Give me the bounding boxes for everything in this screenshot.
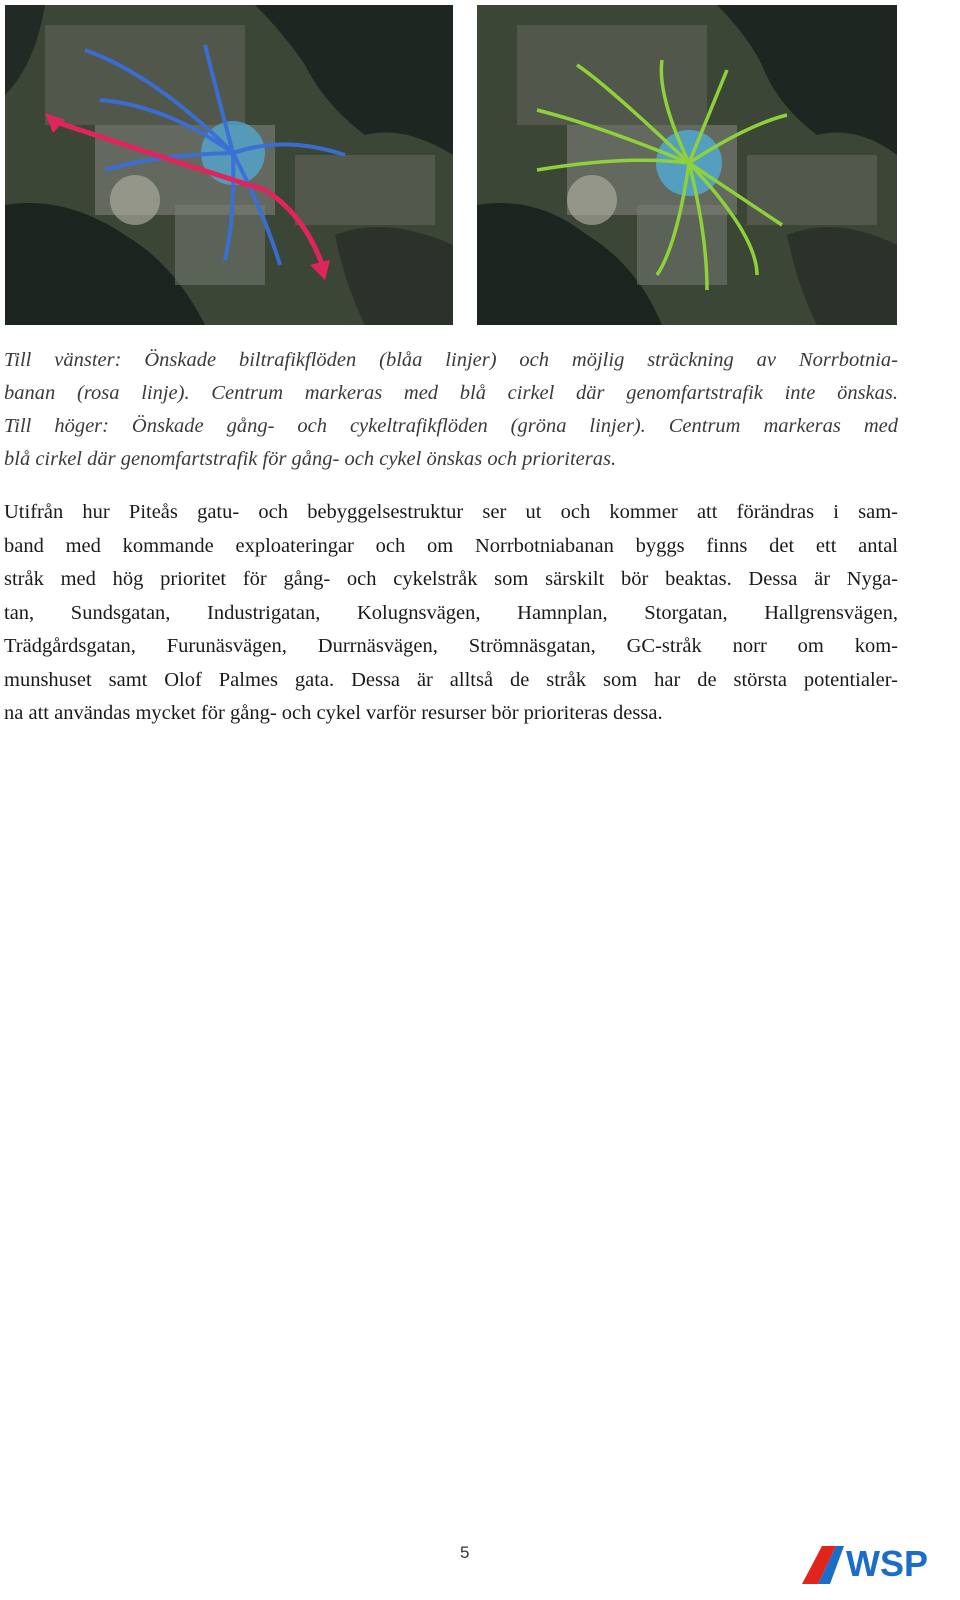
paragraph-line: Trädgårdsgatan, Furunäsvägen, Durrnäsvägen, Strömnäsgatan, GC-stråk norr om kom- bbox=[4, 635, 898, 657]
paragraph-line: munshuset samt Olof Palmes gata. Dessa är alltså de stråk som har de största potentialer- bbox=[4, 668, 898, 691]
caption-line: Till höger: Önskade gång- och cykeltrafikflöden (gröna linjer). Centrum markeras med bbox=[4, 415, 898, 437]
page-number: 5 bbox=[460, 1543, 470, 1562]
paragraph-line: Utifrån hur Piteås gatu- och bebyggelsestruktur ser ut och kommer att förändras i sam- bbox=[4, 501, 898, 523]
paragraph-line: stråk med hög prioritet för gång- och cykelstråk som särskilt bör beaktas. Dessa är Nyga- bbox=[4, 568, 898, 590]
paragraph-line: tan, Sundsgatan, Industrigatan, Kolugnsvägen, Hamnplan, Storgatan, Hallgrensvägen, bbox=[4, 601, 898, 624]
figure-caption bbox=[4, 344, 898, 476]
caption-line: Till vänster: Önskade biltrafikflöden (blåa linjer) och möjlig sträckning av Norrbotnia- bbox=[4, 349, 898, 371]
logo-text: WSP bbox=[846, 1543, 929, 1584]
paragraph-line: band med kommande exploateringar och om Norrbotniabanan byggs finns det ett antal bbox=[4, 534, 898, 557]
map-car-flows bbox=[5, 5, 453, 325]
caption-line: blå cirkel där genomfartstrafik för gång- och cykel önskas och prioriteras. bbox=[4, 448, 617, 470]
aerial-map-car-flows-icon bbox=[5, 5, 453, 325]
aerial-map-bike-flows-icon bbox=[477, 5, 897, 325]
wsp-logo-icon bbox=[800, 1538, 960, 1590]
paragraph-line: na att användas mycket för gång- och cykel varför resurser bör prioriteras dessa. bbox=[4, 702, 663, 724]
caption-line: banan (rosa linje). Centrum markeras med blå cirkel där genomfartstrafik inte önskas. bbox=[4, 382, 898, 404]
body-paragraph bbox=[4, 496, 898, 731]
map-bike-flows bbox=[477, 5, 897, 325]
wsp-logo bbox=[800, 1538, 960, 1590]
